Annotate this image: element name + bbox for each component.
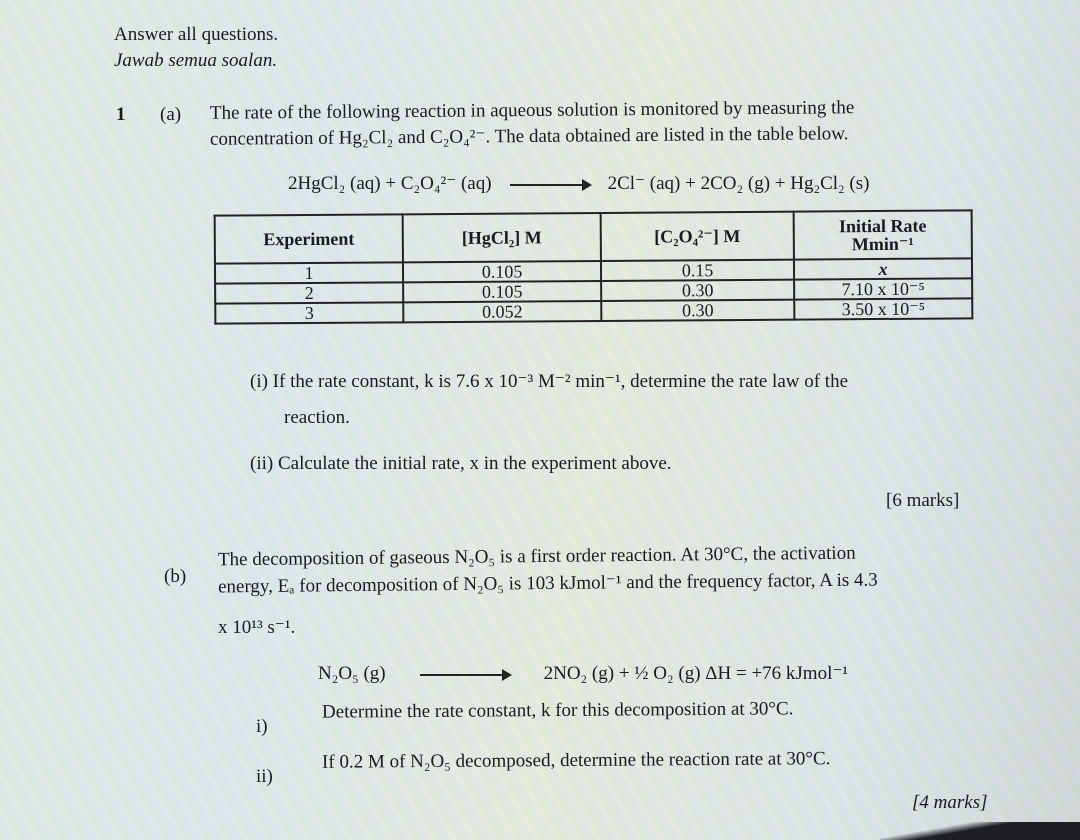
part-a-label: (a): [160, 104, 182, 125]
instructions-malay: Jawab semua soalan.: [114, 50, 278, 71]
part-b-line1: The decomposition of gaseous N₂O₅ is a first order reaction. At 30°C, the activation: [217, 542, 856, 571]
header-initial-rate: [794, 210, 972, 259]
cell-hgcl2: 0.105: [403, 281, 601, 302]
question-number: 1: [116, 104, 126, 125]
part-b-label: (b): [164, 566, 187, 587]
cell-c2o4: 0.15: [601, 260, 794, 281]
cell-experiment: 2: [215, 282, 403, 303]
part-a-intro-line1: The rate of the following reaction in aqueous solution is monitored by measuring the: [209, 97, 855, 124]
header-rate-label: Initial Rate: [838, 215, 927, 237]
header-hgcl2: [HgCl₂] M: [403, 213, 601, 262]
part-a-ii: (ii) Calculate the initial rate, x in the experiment above.: [250, 453, 672, 474]
part-b-line2: energy, Eₐ for decomposition of N₂O₅ is 103 kJmol⁻¹ and the frequency factor, A is 4.3: [217, 569, 878, 598]
part-b-line3: x 10¹³ s⁻¹.: [218, 617, 296, 638]
header-c2o4: [C₂O₄²⁻] M: [601, 212, 794, 261]
part-b-i-text: Determine the rate constant, k for this decomposition at 30°C.: [321, 698, 794, 723]
part-a-marks: [6 marks]: [886, 490, 960, 511]
reaction-equation-a: [288, 172, 869, 195]
cell-c2o4: 0.30: [601, 280, 794, 301]
part-a-i-line2: reaction.: [284, 407, 350, 428]
cell-rate: 3.50 x 10⁻⁵: [794, 298, 972, 319]
cell-rate: x: [794, 258, 972, 279]
part-a-intro-line2: concentration of Hg₂Cl₂ and C₂O₄²⁻. The data obtained are listed in the table below.: [209, 123, 849, 150]
equation-reactant: N₂O₅ (g): [318, 663, 386, 684]
cell-hgcl2: 0.052: [403, 301, 601, 322]
reaction-arrow-icon: [510, 184, 590, 186]
cell-c2o4: 0.30: [601, 300, 794, 321]
cell-experiment: 1: [215, 262, 403, 283]
part-b-ii-text: If 0.2 M of N₂O₅ decomposed, determine the reaction rate at 30°C.: [321, 748, 831, 773]
equation-products: 2NO₂ (g) + ½ O₂ (g) ΔH = +76 kJmol⁻¹: [543, 663, 849, 684]
table-header-row: [215, 210, 972, 263]
instructions-english: Answer all questions.: [114, 24, 279, 45]
cell-hgcl2: 0.105: [403, 261, 601, 282]
cell-experiment: 3: [215, 302, 403, 323]
table-row: [215, 298, 972, 323]
part-b-marks: [4 marks]: [912, 792, 988, 813]
photo-dark-corner: [880, 822, 1080, 840]
part-b-ii-label: ii): [256, 766, 273, 787]
equation-reactants: 2HgCl₂ (aq) + C₂O₄²⁻ (aq): [288, 173, 492, 194]
reaction-equation-b: [318, 662, 848, 685]
header-rate-unit: Mmin⁻¹: [851, 233, 914, 255]
equation-products: 2Cl⁻ (aq) + 2CO₂ (g) + Hg₂Cl₂ (s): [607, 173, 870, 194]
header-experiment: Experiment: [215, 214, 403, 263]
cell-rate: 7.10 x 10⁻⁵: [794, 278, 972, 299]
part-a-i-line1: (i) If the rate constant, k is 7.6 x 10⁻³ M⁻² min⁻¹, determine the rate law of the: [250, 371, 849, 392]
reaction-arrow-icon: [420, 674, 510, 676]
rate-data-table: [214, 209, 974, 324]
part-b-i-label: i): [256, 716, 268, 737]
